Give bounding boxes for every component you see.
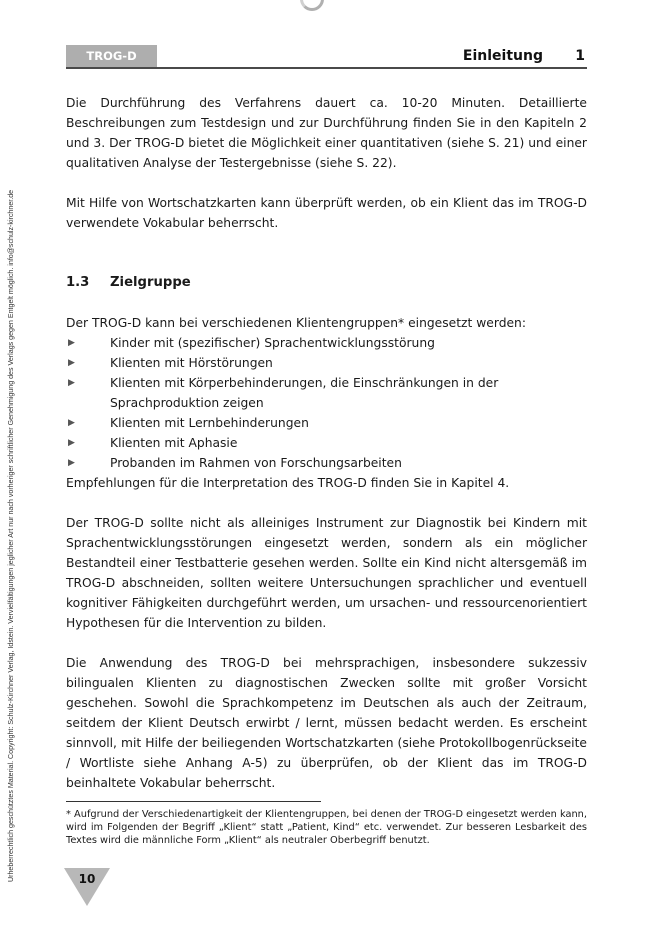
list-item: ▶ Klienten mit Hörstörungen [66,353,587,373]
list-item: ▶ Klienten mit Körperbehinderungen, die Einschränkungen in der Sprachproduktion zeigen [66,373,587,413]
header-tag: TROG-D [66,45,157,67]
list-item: ▶ Klienten mit Aphasie [66,433,587,453]
after-list-text: Empfehlungen für die Interpretation des TROG-D finden Sie in Kapitel 4. [66,476,510,490]
section-lead: Der TROG-D kann bei verschiedenen Klientengruppen* eingesetzt werden: [66,316,526,330]
list-item: ▶ Kinder mit (spezifischer) Sprachentwicklungsstörung [66,333,587,353]
triangle-right-icon: ▶ [68,358,75,368]
triangle-right-icon: ▶ [68,438,75,448]
intro-paragraph-1: Die Durchführung des Verfahrens dauert ca. 10-20 Minuten. Detaillierte Beschreibungen zum Testdesign und zur Durchführung finden Sie in den Kapiteln 2 und 3. Der TROG-D bietet die Möglichkeit einer quantitativen (siehe S. 21) und einer qualitativen Analyse der Testergebnisse (siehe S. 22). [66,96,587,170]
header-chapter-number: 1 [575,48,585,64]
page-number: 10 [78,872,96,886]
triangle-right-icon: ▶ [68,418,75,428]
triangle-right-icon: ▶ [68,458,75,468]
target-group-list [66,333,587,473]
running-header [66,45,587,69]
binding-circle-decoration [300,0,324,11]
list-item: ▶ Klienten mit Lernbehinderungen [66,413,587,433]
triangle-right-icon: ▶ [68,338,75,348]
header-title: Einleitung [462,48,543,64]
footnote: * Aufgrund der Verschiedenartigkeit der Klientengruppen, bei denen der TROG-D eingesetzt werden kann, wird im Folgenden der Begriff „Klient“ statt „Patient, Kind“ etc. verwendet. Zur besseren Lesbarkeit des Textes wird die männliche Form „Klient“ als neutraler Oberbegriff benutzt. [66,809,587,846]
footnote-divider [66,801,321,802]
page-content [66,93,587,793]
section-number: 1.3 [66,275,90,290]
copyright-side-note: Urheberrechtlich geschütztes Material. Copyright: Schulz-Kirchner Verlag, Idstein. Vervielfältigungen jeglicher Art nur nach vorheriger schriftlicher Genehmigung des Verlags gegen Entgelt möglich. info@schulz-kirchner.de [7,189,15,882]
section-paragraph-2: Die Anwendung des TROG-D bei mehrsprachigen, insbesondere sukzessiv bilingualen Klienten zu diagnostischen Zwecken sollte mit großer Vorsicht geschehen. Sowohl die Sprachkompetenz im Deutschen als auch der Zeitraum, seitdem der Klient Deutsch erwirbt / lernt, müssen bedacht werden. Es erscheint sinnvoll, mit Hilfe der beiliegenden Wortschatzkarten (siehe Protokollbogenrückseite / Wortliste siehe Anhang A-5) zu überprüfen, ob der Klient das im TROG-D beinhaltete Vokabular beherrscht. [66,656,587,790]
section-paragraph-1: Der TROG-D sollte nicht als alleiniges Instrument zur Diagnostik bei Kindern mit Sprachentwicklungsstörungen eingesetzt werden, sondern als ein möglicher Bestandteil einer Testbatterie gesehen werden. Sollte ein Kind nicht altersgemäß im TROG-D abschneiden, sollten weitere Untersuchungen sprachlicher und eventuell kognitiver Fähigkeiten durchgeführt werden, um ursachen- und ressourcenorientiert Hypothesen für die Intervention zu bilden. [66,516,587,630]
section-heading [66,273,587,293]
triangle-right-icon: ▶ [68,378,75,388]
list-item: ▶ Probanden im Rahmen von Forschungsarbeiten [66,453,587,473]
intro-paragraph-2: Mit Hilfe von Wortschatzkarten kann überprüft werden, ob ein Klient das im TROG-D verwendete Vokabular beherrscht. [66,196,587,230]
section-title: Zielgruppe [110,275,191,290]
